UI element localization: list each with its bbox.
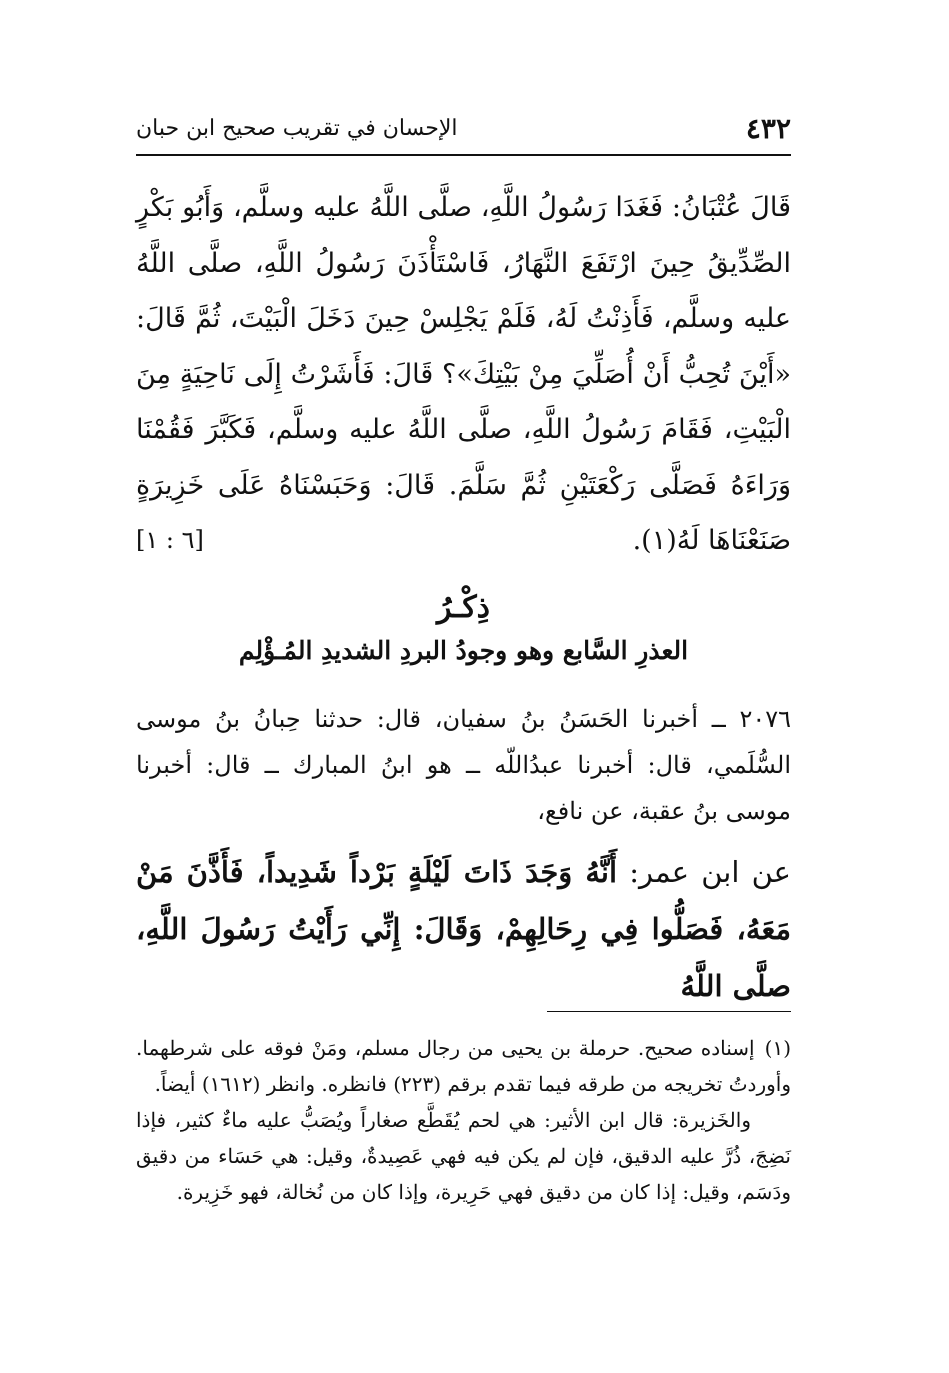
passage-text bbox=[136, 180, 791, 569]
isnad-text: ٢٠٧٦ ــ أخبرنا الحَسَنُ بنُ سفيان، قال: حدثنا حِبانُ بنُ موسى السُّلَمي، قال: أخبرنا عبدُاللّه ــ هو ابنُ المبارك ــ قال: أخبرنا موسى بنُ عقبة، عن نافع، bbox=[136, 705, 791, 825]
footnote-1 bbox=[136, 1030, 791, 1102]
footnote-number: (١) bbox=[764, 1036, 791, 1060]
reference-marker: [٦ : ١] bbox=[136, 526, 204, 554]
section-dhikr: ذِكْـرُ bbox=[437, 590, 490, 625]
footnote-1-text: إسناده صحيح. حرملة بن يحيى من رجال مسلم، ومَنْ فوقه على شرطهما. وأوردتُ تخريجه من طرقه فيما تقدم برقم (٢٢٣) فانظره. وانظر (١٦١٢) أيضاً. bbox=[136, 1036, 791, 1096]
matn-intro: عن ابن عمر: bbox=[617, 855, 791, 889]
footnote-divider bbox=[547, 1011, 791, 1012]
passage-body: قَالَ عُتْبَانُ: فَغَدَا رَسُولُ اللَّهِ، صلَّى اللَّهُ عليه وسلَّم، وَأَبُو بَكْرٍ الصِّدِّيقُ حِينَ ارْتَفَعَ النَّهَارُ، فَاسْتَأْذَنَ رَسُولُ اللَّهِ، صلَّى اللَّهُ عليه وسلَّم، فَأَذِنْتُ لَهُ، فَلَمْ يَجْلِسْ حِينَ دَخَلَ الْبَيْتَ، ثُمَّ قَالَ: «أَيْنَ تُحِبُّ أَنْ أُصَلِّيَ مِنْ بَيْتِكَ»؟ قَالَ: فَأَشَرْتُ إِلَى نَاحِيَةٍ مِنَ الْبَيْتِ، فَقَامَ رَسُولُ اللَّهِ، صلَّى اللَّهُ عليه وسلَّم، فَكَبَّرَ فَقُمْنَا وَرَاءَهُ فَصَلَّى رَكْعَتَيْنِ ثُمَّ سَلَّمَ. قَالَ: وَحَبَسْنَاهُ عَلَى خَزِيرَةٍ صَنَعْنَاهَا لَهُ(١). bbox=[136, 192, 791, 556]
page-header bbox=[136, 112, 791, 156]
running-title: الإحسان في تقريب صحيح ابن حبان bbox=[136, 116, 458, 141]
page-number: ٤٣٢ bbox=[745, 112, 791, 145]
matn-paragraph bbox=[136, 844, 791, 1015]
hadith-matn bbox=[136, 844, 791, 1015]
section-title: العذرِ السَّابع وهو وجودُ البردِ الشديدِ المُـؤْلِم bbox=[238, 636, 689, 665]
footnotes bbox=[136, 1030, 791, 1210]
footnote-2: والخَزيرة: قال ابن الأثير: هي لحم يُقَطَّع صغاراً ويُصَبُّ عليه ماءٌ كثير، فإذا نَضِجَ، ذُرَّ عليه الدقيق، فإن لم يكن فيه فهي عَصِيدةٌ، وقيل: هي حَسَاء من دقيق ودَسَم، وقيل: إذا كان من دقيق فهي حَرِيرة، وإذا كان من نُخالة، فهو خَزِيرة. bbox=[136, 1108, 791, 1204]
matn-text: أَنَّهُ وَجَدَ ذَاتَ لَيْلَةٍ بَرْداً شَدِيداً، فَأَذَّنَ مَنْ مَعَهُ، فَصَلُّوا فِي رِحَالِهِمْ، وَقَالَ: إِنِّي رَأَيْتُ رَسُولَ اللَّهِ، صلَّى اللَّهُ bbox=[136, 855, 791, 1003]
hadith-isnad bbox=[136, 696, 791, 834]
passage-continuation bbox=[136, 180, 791, 569]
